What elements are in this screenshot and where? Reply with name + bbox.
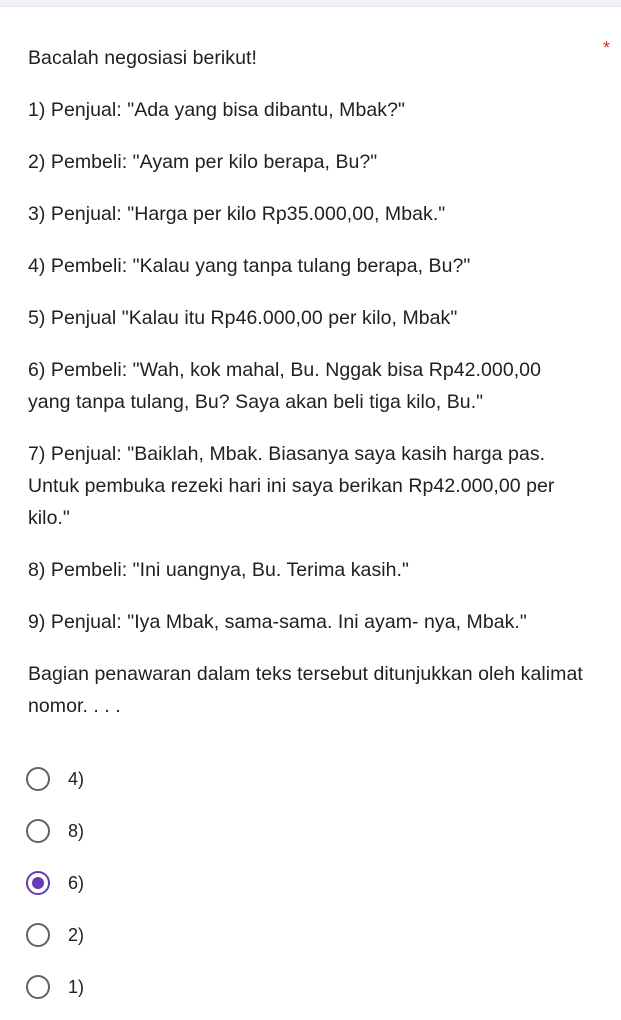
- dialogue-line: 2) Pembeli: "Ayam per kilo berapa, Bu?": [28, 151, 378, 173]
- question-title: Bacalah negosiasi berikut!: [28, 47, 257, 69]
- question-prompt: Bagian penawaran dalam teks tersebut ditunjukkan oleh kalimat nomor. . . .: [28, 663, 583, 717]
- radio-group: [26, 753, 586, 1013]
- radio-dot-icon: [32, 877, 44, 889]
- option-label: 1): [68, 976, 85, 997]
- top-strip: [0, 0, 621, 7]
- required-mark: *: [602, 38, 610, 58]
- option-label: 8): [68, 820, 85, 841]
- radio-button-icon[interactable]: [26, 923, 50, 947]
- question-card: [0, 7, 621, 1020]
- dialogue-line: 8) Pembeli: "Ini uangnya, Bu. Terima kasih.": [28, 559, 409, 581]
- dialogue-line: 5) Penjual "Kalau itu Rp46.000,00 per kilo, Mbak": [28, 307, 458, 329]
- dialogue-line: 7) Penjual: "Baiklah, Mbak. Biasanya saya kasih harga pas. Untuk pembuka rezeki hari ini saya berikan Rp42.000,00 per kilo.": [28, 443, 555, 529]
- dialogue-line: 1) Penjual: "Ada yang bisa dibantu, Mbak?": [28, 99, 405, 121]
- radio-option-selected[interactable]: [26, 857, 586, 909]
- radio-option[interactable]: [26, 753, 586, 805]
- radio-option[interactable]: [26, 961, 586, 1013]
- dialogue-line: 3) Penjual: "Harga per kilo Rp35.000,00, Mbak.": [28, 203, 446, 225]
- question-text: [28, 42, 588, 742]
- option-label: 4): [68, 768, 85, 789]
- dialogue-line: 6) Pembeli: "Wah, kok mahal, Bu. Nggak bisa Rp42.000,00 yang tanpa tulang, Bu? Saya akan beli tiga kilo, Bu.": [28, 359, 541, 413]
- radio-button-checked-icon[interactable]: [26, 871, 50, 895]
- option-label: 6): [68, 872, 85, 893]
- radio-button-icon[interactable]: [26, 975, 50, 999]
- dialogue-line: 4) Pembeli: "Kalau yang tanpa tulang berapa, Bu?": [28, 255, 471, 277]
- option-label: 2): [68, 924, 85, 945]
- radio-option[interactable]: [26, 805, 586, 857]
- radio-button-icon[interactable]: [26, 767, 50, 791]
- radio-option[interactable]: [26, 909, 586, 961]
- dialogue-line: 9) Penjual: "Iya Mbak, sama-sama. Ini ayam- nya, Mbak.": [28, 611, 527, 633]
- radio-button-icon[interactable]: [26, 819, 50, 843]
